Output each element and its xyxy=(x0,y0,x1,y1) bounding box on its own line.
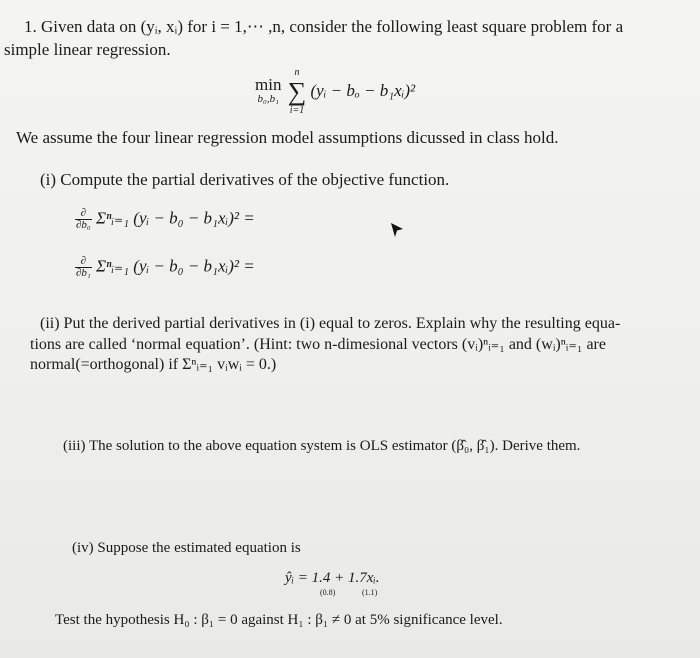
partial-derivative-b1 xyxy=(75,256,255,279)
sum-operator: n ∑ i=1 xyxy=(287,67,307,116)
derivative-expression-b1: Σⁿᵢ₌₁ (yᵢ − b₀ − b₁xᵢ)² = xyxy=(96,256,255,276)
mouse-cursor-icon xyxy=(390,222,404,243)
problem-intro-line1: 1. Given data on (yᵢ, xᵢ) for i = 1,⋯ ,n, consider the following least square problem for a xyxy=(24,17,624,36)
hypothesis-test-text: Test the hypothesis H₀ : β₁ = 0 against H₁ : β₁ ≠ 0 at 5% significance level. xyxy=(55,612,503,628)
part3-text: (iii) The solution to the above equation system is OLS estimator (β̂₀, β̂₁). Derive them. xyxy=(63,438,581,454)
part1-heading: (i) Compute the partial derivatives of the objective function. xyxy=(40,170,450,189)
part4-heading: (iv) Suppose the estimated equation is xyxy=(72,540,301,556)
min-operator xyxy=(255,75,282,106)
fraction-numerator: ∂ xyxy=(75,256,92,268)
se-slope: (1.1) xyxy=(362,588,378,597)
part2-line2: tions are called ‘normal equation’. (Hint: two n-dimesional vectors (vᵢ)ⁿᵢ₌₁ and (wᵢ)ⁿᵢ₌₁ are xyxy=(30,336,606,353)
objective-equation xyxy=(255,66,415,118)
sum-lower-limit: i=1 xyxy=(289,105,305,116)
estimated-equation: ŷᵢ = 1.4 + 1.7xᵢ. xyxy=(285,570,380,586)
partial-derivative-b0 xyxy=(75,208,255,231)
part2-line3: normal(=orthogonal) if Σⁿᵢ₌₁ vᵢwᵢ = 0.) xyxy=(30,356,277,373)
fraction-denominator: ∂b₀ xyxy=(76,219,91,231)
fraction-d-db1 xyxy=(75,256,92,279)
min-label: min xyxy=(255,75,282,94)
part2-line1: (ii) Put the derived partial derivatives in (i) equal to zeros. Explain why the resulting equa- xyxy=(40,315,621,332)
objective-expression: (yᵢ − bₒ − b₁xᵢ)² xyxy=(310,80,416,100)
problem-intro-line2: simple linear regression. xyxy=(4,40,171,59)
assumption-text: We assume the four linear regression model assumptions dicussed in class hold. xyxy=(16,128,559,147)
fraction-numerator: ∂ xyxy=(75,208,92,220)
sum-upper-limit: n xyxy=(294,67,300,78)
derivative-expression-b0: Σⁿᵢ₌₁ (yᵢ − b₀ − b₁xᵢ)² = xyxy=(96,208,255,228)
se-intercept: (0.8) xyxy=(320,588,336,597)
min-subscript: b₀,b₁ xyxy=(257,93,279,105)
fraction-denominator: ∂b₁ xyxy=(76,267,91,279)
fraction-d-db0 xyxy=(75,208,92,231)
